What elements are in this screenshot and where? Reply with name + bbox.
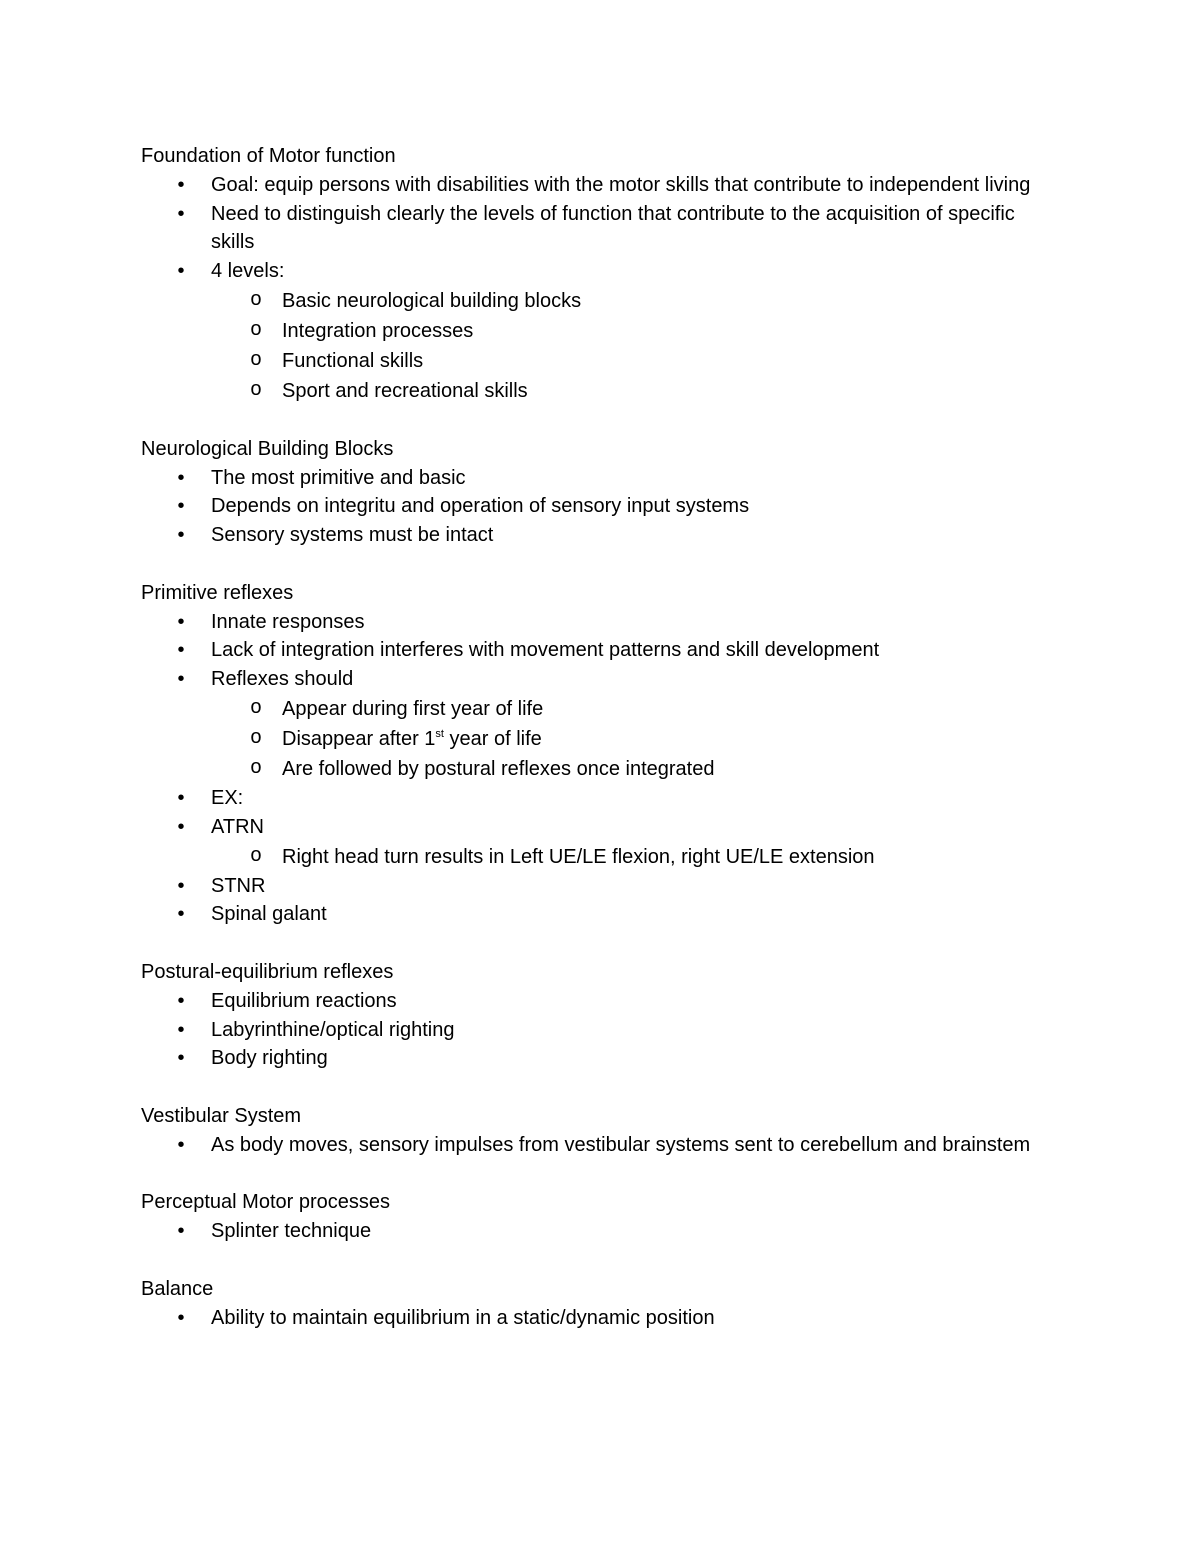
bullet-icon: • xyxy=(177,202,185,225)
sub-list-item xyxy=(250,316,1061,346)
bullet-icon: • xyxy=(177,639,185,662)
section-title: Neurological Building Blocks xyxy=(141,437,394,460)
bullet-icon: • xyxy=(177,989,185,1012)
list-item-text: Goal: equip persons with disabilities with the motor skills that contribute to independent living xyxy=(211,173,1031,196)
list-item-text: ATRN xyxy=(211,815,264,838)
bullet-icon: • xyxy=(177,815,185,838)
section-title: Primitive reflexes xyxy=(141,581,294,604)
bullet-icon: • xyxy=(177,1018,185,1041)
bullet-icon: • xyxy=(177,1306,185,1329)
list-item-text: Equilibrium reactions xyxy=(211,989,397,1012)
list-item xyxy=(177,665,1061,784)
bullet-icon: • xyxy=(177,668,185,691)
bullet-icon: • xyxy=(177,874,185,897)
bullet-icon: • xyxy=(177,466,185,489)
bullet-list xyxy=(141,1131,1061,1160)
list-item xyxy=(177,900,1061,929)
list-item xyxy=(177,171,1061,200)
sub-list-item xyxy=(250,754,1061,784)
hollow-bullet-icon: o xyxy=(250,288,263,312)
hollow-bullet-icon: o xyxy=(250,378,263,402)
list-item xyxy=(177,1044,1061,1073)
list-item-text: Need to distinguish clearly the levels of function that contribute to the acquisition of specific skills xyxy=(211,202,1015,254)
list-item xyxy=(177,1131,1061,1160)
section-title: Vestibular System xyxy=(141,1104,302,1127)
section-postural-equilibrium-reflexes xyxy=(141,958,1061,1073)
bullet-list xyxy=(141,1217,1061,1246)
sub-list-item-text: Functional skills xyxy=(282,349,424,372)
bullet-icon: • xyxy=(177,903,185,926)
sub-list xyxy=(211,694,1061,784)
sub-list-item-text: Right head turn results in Left UE/LE flexion, right UE/LE extension xyxy=(282,845,875,868)
sub-list-item xyxy=(250,694,1061,724)
list-item-text: Labyrinthine/optical righting xyxy=(211,1018,455,1041)
list-item xyxy=(177,608,1061,637)
list-item-text: Spinal galant xyxy=(211,903,327,926)
section-vestibular-system xyxy=(141,1102,1061,1160)
section-foundation-of-motor-function xyxy=(141,142,1061,406)
sub-list xyxy=(211,842,1061,872)
list-item-text: Sensory systems must be intact xyxy=(211,524,494,547)
bullet-icon: • xyxy=(177,260,185,283)
list-item-text: Body righting xyxy=(211,1047,328,1070)
bullet-icon: • xyxy=(177,173,185,196)
sub-list-item-text: Integration processes xyxy=(282,319,474,342)
hollow-bullet-icon: o xyxy=(250,726,263,750)
bullet-list xyxy=(141,171,1061,406)
section-neurological-building-blocks xyxy=(141,435,1061,550)
bullet-list xyxy=(141,1304,1061,1333)
list-item xyxy=(177,1217,1061,1246)
bullet-icon: • xyxy=(177,786,185,809)
sub-list-item xyxy=(250,724,1061,754)
section-title: Foundation of Motor function xyxy=(141,145,396,167)
bullet-icon: • xyxy=(177,610,185,633)
list-item xyxy=(177,784,1061,813)
list-item-text: Splinter technique xyxy=(211,1220,372,1243)
list-item xyxy=(177,872,1061,901)
list-item xyxy=(177,1304,1061,1333)
sub-list-item-text: Appear during first year of life xyxy=(282,697,544,720)
bullet-list xyxy=(141,464,1061,550)
hollow-bullet-icon: o xyxy=(250,696,263,720)
list-item-text: Reflexes should xyxy=(211,668,354,691)
sub-list-item-text: Sport and recreational skills xyxy=(282,379,528,402)
list-item xyxy=(177,200,1061,258)
bullet-icon: • xyxy=(177,495,185,518)
list-item xyxy=(177,636,1061,665)
list-item xyxy=(177,492,1061,521)
bullet-list xyxy=(141,987,1061,1073)
list-item xyxy=(177,813,1061,872)
sub-list-item xyxy=(250,376,1061,406)
bullet-icon: • xyxy=(177,1047,185,1070)
hollow-bullet-icon: o xyxy=(250,348,263,372)
sub-list-item xyxy=(250,286,1061,316)
list-item-text: 4 levels: xyxy=(211,260,285,283)
list-item-text: The most primitive and basic xyxy=(211,466,466,489)
bullet-icon: • xyxy=(177,1220,185,1243)
document-body xyxy=(141,142,1061,1361)
sub-list-item xyxy=(250,842,1061,872)
hollow-bullet-icon: o xyxy=(250,844,263,868)
sub-list-item-text: Are followed by postural reflexes once integrated xyxy=(282,757,715,780)
sub-list-item-text-suffix: year of life xyxy=(443,727,542,750)
section-perceptual-motor-processes xyxy=(141,1188,1061,1246)
list-item xyxy=(177,257,1061,406)
section-title: Perceptual Motor processes xyxy=(141,1191,391,1214)
list-item xyxy=(177,1016,1061,1045)
list-item-text: EX: xyxy=(211,786,244,809)
list-item-text: Ability to maintain equilibrium in a static/dynamic position xyxy=(211,1306,715,1329)
sub-list-item-text-prefix: Disappear after 1 xyxy=(282,727,436,750)
sub-list xyxy=(211,286,1061,406)
list-item-text: Innate responses xyxy=(211,610,365,633)
section-title: Balance xyxy=(141,1277,214,1300)
list-item-text: Lack of integration interferes with movement patterns and skill development xyxy=(211,639,880,662)
list-item xyxy=(177,464,1061,493)
list-item xyxy=(177,521,1061,550)
hollow-bullet-icon: o xyxy=(250,318,263,342)
sub-list-item xyxy=(250,346,1061,376)
ordinal-superscript: st xyxy=(435,727,444,740)
sub-list-item-text: Basic neurological building blocks xyxy=(282,289,582,312)
list-item-text: STNR xyxy=(211,874,266,897)
section-title: Postural-equilibrium reflexes xyxy=(141,960,394,983)
list-item-text: Depends on integritu and operation of sensory input systems xyxy=(211,495,750,518)
list-item xyxy=(177,987,1061,1016)
section-balance xyxy=(141,1275,1061,1333)
bullet-list xyxy=(141,608,1061,930)
hollow-bullet-icon: o xyxy=(250,756,263,780)
section-primitive-reflexes xyxy=(141,579,1061,929)
bullet-icon: • xyxy=(177,1133,185,1156)
list-item-text: As body moves, sensory impulses from vestibular systems sent to cerebellum and brainstem xyxy=(211,1133,1031,1156)
bullet-icon: • xyxy=(177,524,185,547)
